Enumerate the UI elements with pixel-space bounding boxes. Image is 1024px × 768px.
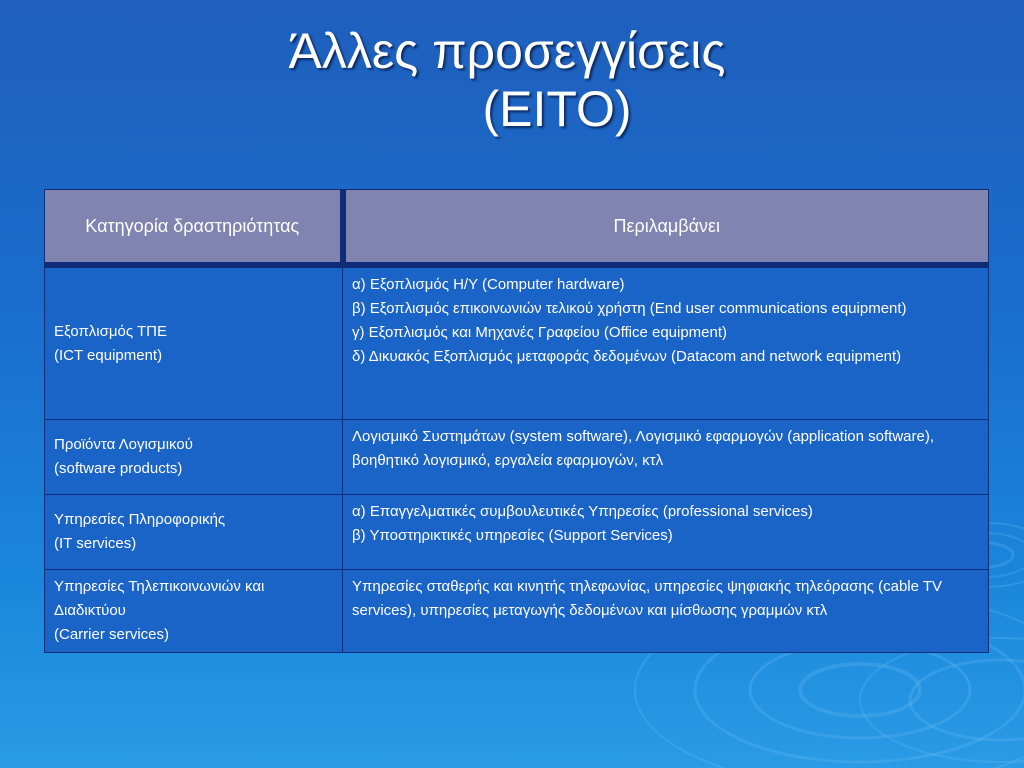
category-cell: [45, 570, 343, 653]
includes-cell: [343, 265, 989, 420]
category-name: Εξοπλισμός ΤΠΕ: [54, 322, 167, 340]
category-name-en: (Carrier services): [54, 626, 170, 643]
category-cell: [45, 265, 343, 420]
header-category: Κατηγορία δραστηριότητας: [45, 190, 343, 266]
eito-categories-table: [44, 189, 989, 653]
table-row: [45, 420, 989, 495]
header-includes: Περιλαμβάνει: [343, 190, 989, 266]
title-line-1: Άλλες προσεγγίσεις: [288, 23, 726, 79]
table-row: [45, 265, 989, 420]
slide-title: [0, 22, 1024, 138]
category-name-en: (IT services): [54, 535, 137, 552]
includes-cell: [343, 420, 989, 495]
table-row: [45, 570, 989, 653]
includes-cell: [343, 495, 989, 570]
category-name-en: (software products): [54, 460, 183, 477]
table-header-row: [45, 190, 989, 266]
includes-item: δ) Δικυακός Εξοπλισμός μεταφοράς δεδομένων (Datacom and network equipment): [352, 348, 902, 365]
includes-item: Λογισμικό Συστημάτων (system software), Λογισμικό εφαρμογών (application software), βοηθητικό λογισμικό, εργαλεία εφαρμογών, κτλ: [352, 428, 934, 469]
includes-item: Υπηρεσίες σταθερής και κινητής τηλεφωνίας, υπηρεσίες ψηφιακής τηλεόρασης (cable TV services), υπηρεσίες μεταγωγής δεδομένων και μίσθωσης γραμμών κτλ: [352, 578, 943, 619]
includes-item: α) Επαγγελματικές συμβουλευτικές Υπηρεσίες (professional services): [352, 503, 813, 520]
category-name-en: (ICT equipment): [54, 346, 163, 364]
title-line-2: (EITO): [482, 81, 632, 137]
includes-item: γ) Εξοπλισμός και Μηχανές Γραφείου (Office equipment): [352, 324, 728, 341]
table-row: [45, 495, 989, 570]
includes-item: β) Υποστηρικτικές υπηρεσίες (Support Services): [352, 527, 673, 544]
includes-item: β) Εξοπλισμός επικοινωνιών τελικού χρήστη (End user communications equipment): [352, 300, 907, 317]
category-cell: [45, 495, 343, 570]
category-name: Υπηρεσίες Πληροφορικής: [54, 511, 226, 528]
category-name: Προϊόντα Λογισμικού: [54, 436, 193, 453]
category-name: Υπηρεσίες Τηλεπικοινωνιών και Διαδικτύου: [54, 578, 265, 619]
category-cell: [45, 420, 343, 495]
includes-item: α) Εξοπλισμός Η/Υ (Computer hardware): [352, 276, 625, 293]
includes-cell: [343, 570, 989, 653]
